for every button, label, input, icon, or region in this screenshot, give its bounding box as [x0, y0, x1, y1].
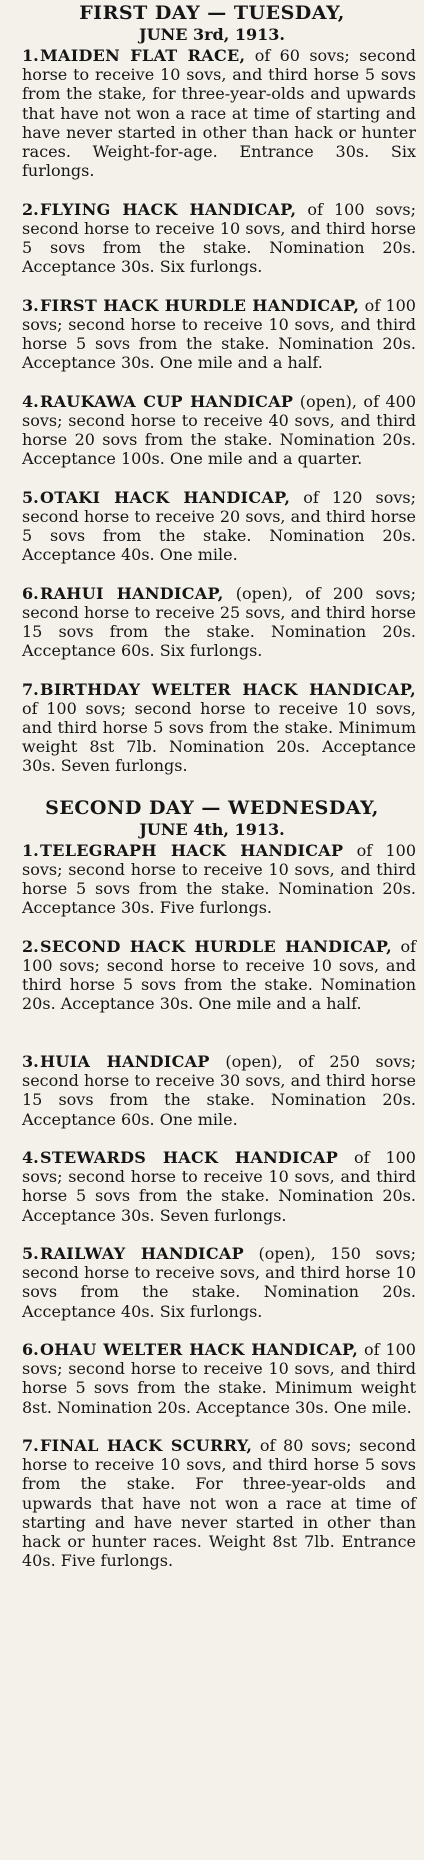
race-conditions: of 100 sovs; second horse to receive 10 sovs, and third horse 5 sovs from the stake. Nomination 20s. Acceptance 30s. Seven furlongs.	[22, 1147, 416, 1225]
race-number: 4.	[22, 1147, 39, 1167]
day-date: JUNE 4th, 1913.	[139, 819, 285, 839]
race-title: RAUKAWA CUP HANDICAP	[40, 391, 294, 411]
race-conditions: (open), of 250 sovs; second horse to receive 30 sovs, and third horse 15 sovs from the stake. Nomination 20s. Acceptance 60s. One mile.	[22, 1051, 417, 1129]
race-title: TELEGRAPH HACK HANDICAP	[40, 840, 344, 860]
race-title: BIRTHDAY WELTER HACK HANDICAP,	[40, 679, 416, 699]
race-conditions: of 100 sovs; second horse to receive 10 sovs, and third horse 5 sovs from the stake. Nomination 20s. Acceptance 30s. Five furlongs.	[22, 840, 417, 918]
race-number: 4.	[22, 391, 39, 411]
race-entry	[8, 392, 416, 488]
race-conditions: of 60 sovs; second horse to receive 10 sovs, and third horse 5 sovs from the stake, for three-year-olds and upwards that have not won a race at time of starting and have never started in other than hack or hunter races. Weight-for-age. Entrance 30s. Six furlongs.	[22, 46, 417, 181]
race-conditions: of 100 sovs; second horse to receive 10 sovs, and third horse 5 sovs from the stake. Minimum weight 8st 7lb. Nomination 20s. Acceptance 30s. Seven furlongs.	[22, 698, 416, 776]
race-entry	[8, 1244, 416, 1340]
race-programme	[8, 0, 416, 1590]
race-number: 2.	[22, 936, 39, 956]
race-conditions: of 120 sovs; second horse to receive 20 sovs, and third horse 5 sovs from the stake. Nomination 20s. Acceptance 40s. One mile.	[22, 487, 416, 565]
race-title: HUIA HANDICAP	[40, 1051, 210, 1071]
race-number: 3.	[22, 1051, 39, 1071]
race-conditions: of 100 sovs; second horse to receive 10 sovs, and third horse 5 sovs from the stake. Nomination 20s. Acceptance 30s. Six furlongs.	[22, 199, 416, 277]
race-entry	[8, 584, 416, 680]
race-entry	[8, 46, 416, 200]
race-title: RAILWAY HANDICAP	[40, 1243, 244, 1263]
race-number: 1.	[22, 840, 39, 860]
race-number: 6.	[22, 1339, 39, 1359]
race-entry	[8, 200, 416, 296]
race-number: 1.	[22, 46, 39, 65]
race-conditions: (open), 150 sovs; second horse to receive sovs, and third horse 10 sovs from the stake. Nomination 20s. Acceptance 40s. Six furlongs.	[22, 1243, 416, 1321]
race-conditions: of 80 sovs; second horse to receive 10 sovs, and third horse 5 sovs from the stake. For three-year-olds and upwards that have not won a race at time of starting and have never started in other than hack or hunter races. Weight 8st 7lb. Entrance 40s. Five furlongs.	[22, 1435, 416, 1571]
race-entry	[8, 1148, 416, 1244]
race-entry	[8, 937, 416, 1052]
race-number: 7.	[22, 679, 39, 699]
race-number: 5.	[22, 487, 39, 507]
race-conditions: (open), of 200 sovs; second horse to receive 25 sovs, and third horse 15 sovs from the stake. Nomination 20s. Acceptance 60s. Six furlongs.	[22, 583, 416, 661]
race-entry	[8, 296, 416, 392]
race-title: FLYING HACK HANDICAP,	[40, 199, 297, 219]
race-title: FIRST HACK HURDLE HANDICAP,	[40, 295, 360, 315]
race-entry	[8, 1340, 416, 1436]
race-number: 3.	[22, 295, 39, 315]
race-entry	[8, 680, 416, 795]
race-conditions: of 100 sovs; second horse to receive 10 sovs, and third horse 5 sovs from the stake. Nomination 20s. Acceptance 30s. One mile and a half.	[22, 936, 416, 1014]
race-entry	[8, 1436, 416, 1590]
race-conditions: (open), of 400 sovs; second horse to receive 40 sovs, and third horse 20 sovs from the stake. Nomination 20s. Acceptance 100s. One mile and a quarter.	[22, 391, 417, 469]
race-entry	[8, 488, 416, 584]
race-title: OHAU WELTER HACK HANDICAP,	[40, 1339, 359, 1359]
race-title: RAHUI HANDICAP,	[40, 583, 224, 603]
race-conditions: of 100 sovs; second horse to receive 10 sovs, and third horse 5 sovs from the stake. Minimum weight 8st. Nomination 20s. Acceptance 30s. One mile.	[22, 1339, 416, 1417]
race-number: 7.	[22, 1435, 39, 1455]
race-title: SECOND HACK HURDLE HANDICAP,	[40, 936, 393, 956]
day-date: JUNE 3rd, 1913.	[139, 25, 285, 44]
day-header-second	[8, 797, 416, 841]
day-header-first	[8, 2, 416, 46]
day-title: FIRST DAY — TUESDAY,	[79, 2, 345, 24]
race-number: 5.	[22, 1243, 39, 1263]
race-title: OTAKI HACK HANDICAP,	[40, 487, 291, 507]
race-title: MAIDEN FLAT RACE,	[40, 46, 246, 65]
race-entry	[8, 841, 416, 937]
race-conditions: of 100 sovs; second horse to receive 10 sovs, and third horse 5 sovs from the stake. Nomination 20s. Acceptance 30s. One mile and a half.	[22, 295, 416, 373]
race-title: STEWARDS HACK HANDICAP	[40, 1147, 339, 1167]
race-number: 6.	[22, 583, 39, 603]
race-number: 2.	[22, 199, 39, 219]
race-entry	[8, 1052, 416, 1148]
race-title: FINAL HACK SCURRY,	[40, 1435, 253, 1455]
day-title: SECOND DAY — WEDNESDAY,	[45, 796, 379, 819]
